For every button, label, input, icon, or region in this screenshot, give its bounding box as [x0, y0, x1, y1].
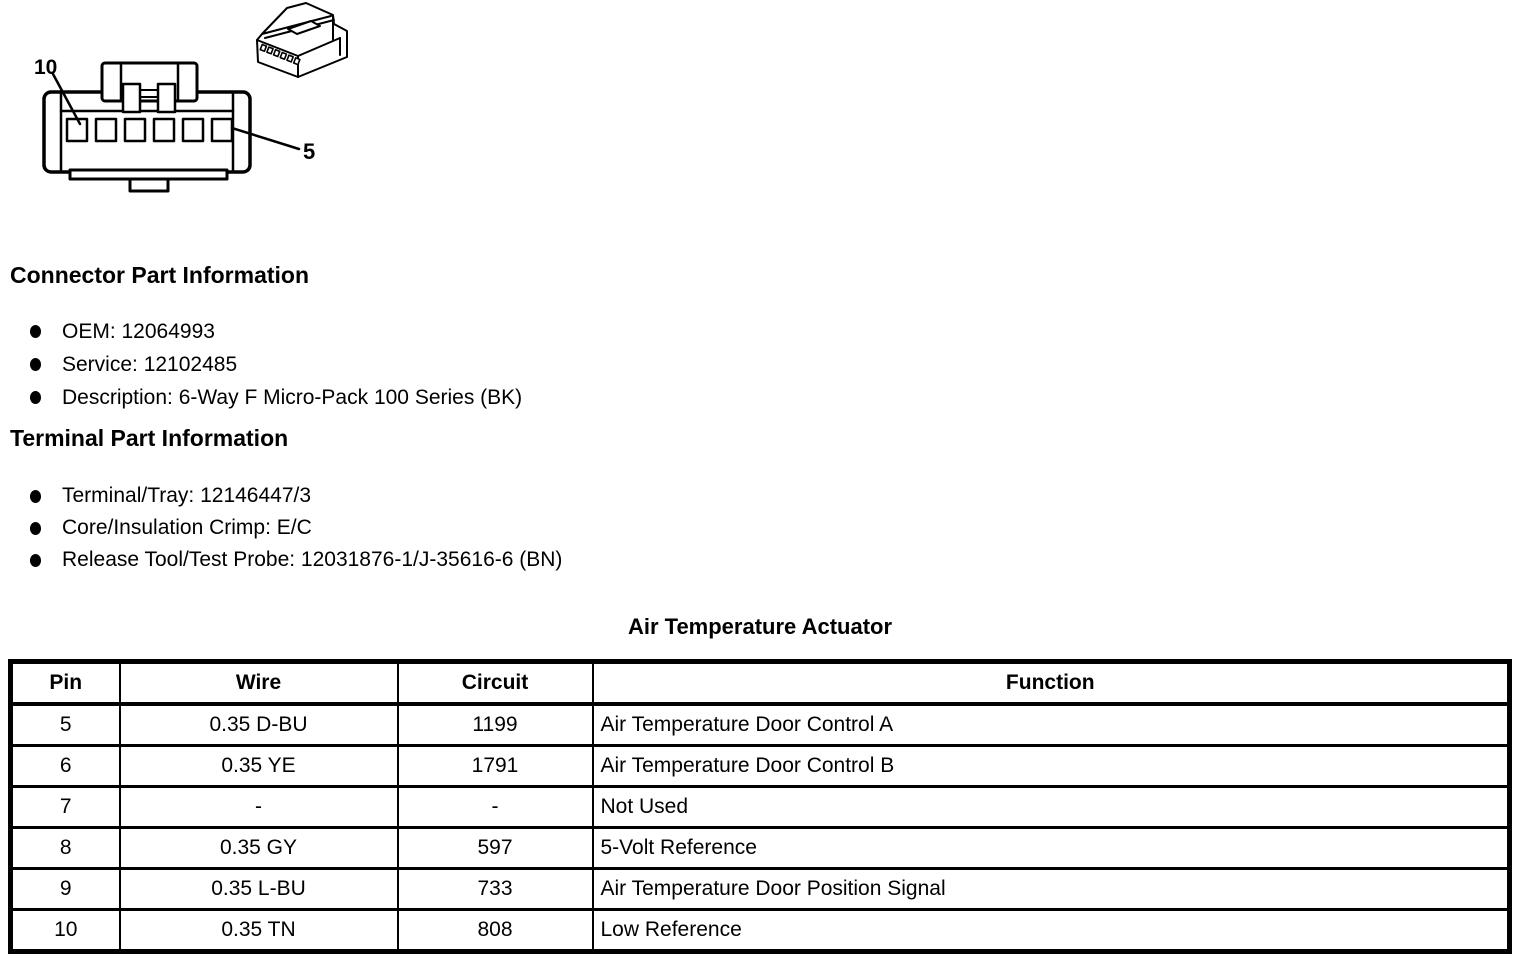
connector-part-info-heading: Connector Part Information	[10, 262, 310, 288]
cell-circuit: 1791	[398, 746, 593, 787]
table-row	[11, 787, 1510, 828]
column-header-function: Function	[593, 662, 1510, 705]
terminal-info-list	[30, 480, 562, 576]
list-item	[30, 480, 562, 512]
cell-function: Air Temperature Door Position Signal	[593, 869, 1510, 910]
cell-function: Not Used	[593, 787, 1510, 828]
list-item	[30, 381, 522, 414]
cell-function: 5-Volt Reference	[593, 828, 1510, 869]
column-header-circuit: Circuit	[398, 662, 593, 705]
bullet-icon	[30, 358, 41, 371]
pin-cavity	[125, 119, 145, 141]
bullet-icon	[30, 391, 41, 404]
table-row	[11, 828, 1510, 869]
connector-info-list	[30, 315, 522, 414]
cell-function: Low Reference	[593, 910, 1510, 952]
cell-pin: 7	[11, 787, 120, 828]
cell-function: Air Temperature Door Control B	[593, 746, 1510, 787]
pin-cavity	[96, 119, 116, 141]
cell-circuit: 597	[398, 828, 593, 869]
list-item	[30, 544, 562, 576]
cell-pin: 6	[11, 746, 120, 787]
list-item-text: Release Tool/Test Probe: 12031876-1/J-35616-6 (BN)	[62, 548, 563, 571]
bullet-icon	[30, 554, 41, 567]
connector-isometric-view	[257, 3, 347, 77]
cell-circuit: 733	[398, 869, 593, 910]
bullet-icon	[30, 490, 41, 503]
column-header-pin: Pin	[11, 662, 120, 705]
table-header-row	[11, 662, 1510, 705]
table-row	[11, 910, 1510, 952]
bullet-icon	[30, 522, 41, 535]
pin-cavity	[212, 119, 232, 141]
cell-wire: 0.35 D-BU	[120, 704, 398, 746]
cell-pin: 8	[11, 828, 120, 869]
pin-cavity	[67, 119, 87, 141]
cell-function: Air Temperature Door Control A	[593, 704, 1510, 746]
list-item	[30, 348, 522, 381]
column-header-wire: Wire	[120, 662, 398, 705]
list-item-text: Terminal/Tray: 12146447/3	[62, 484, 312, 507]
cell-pin: 9	[11, 869, 120, 910]
list-item-text: OEM: 12064993	[62, 319, 215, 343]
cell-circuit: -	[398, 787, 593, 828]
list-item-text: Description: 6-Way F Micro-Pack 100 Series (BK)	[62, 385, 523, 409]
index-tab	[130, 179, 168, 191]
table-row	[11, 869, 1510, 910]
terminal-part-info-heading: Terminal Part Information	[10, 425, 289, 451]
list-item	[30, 315, 522, 348]
bullet-icon	[30, 325, 41, 338]
table-title: Air Temperature Actuator	[627, 614, 893, 639]
cell-pin: 5	[11, 704, 120, 746]
cell-wire: 0.35 YE	[120, 746, 398, 787]
pin-cavity	[154, 119, 174, 141]
connector-diagram	[0, 0, 380, 210]
pin-5-label: 5	[303, 139, 316, 164]
list-item-text: Service: 12102485	[62, 352, 238, 376]
pin-10-label: 10	[34, 56, 58, 79]
table-row	[11, 746, 1510, 787]
cell-pin: 10	[11, 910, 120, 952]
list-item-text: Core/Insulation Crimp: E/C	[62, 516, 312, 539]
table-row	[11, 704, 1510, 746]
cell-wire: 0.35 GY	[120, 828, 398, 869]
cell-wire: 0.35 TN	[120, 910, 398, 952]
cell-wire: 0.35 L-BU	[120, 869, 398, 910]
cell-wire: -	[120, 787, 398, 828]
pinout-table	[8, 659, 1512, 954]
connector-front-view	[44, 63, 299, 191]
cell-circuit: 1199	[398, 704, 593, 746]
cell-circuit: 808	[398, 910, 593, 952]
list-item	[30, 512, 562, 544]
pin-cavity	[183, 119, 203, 141]
